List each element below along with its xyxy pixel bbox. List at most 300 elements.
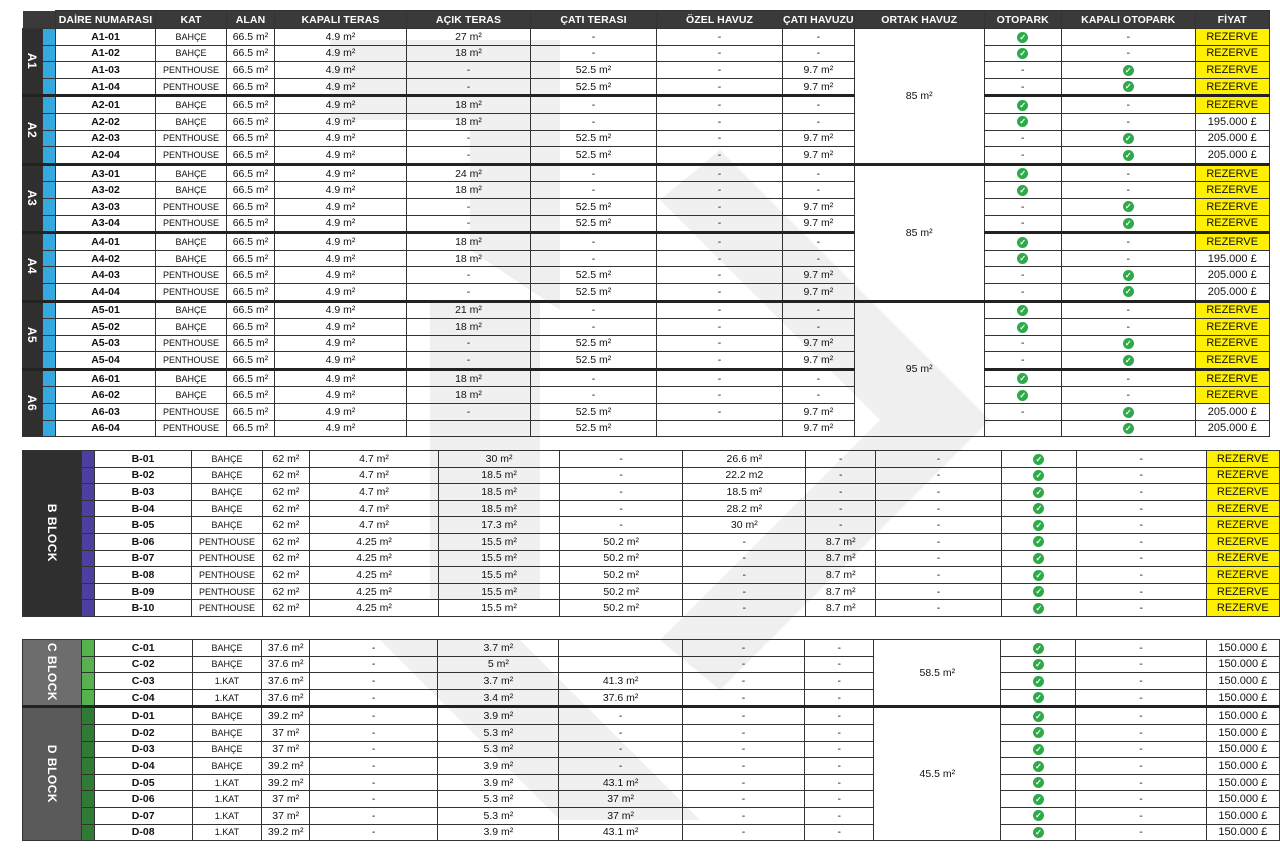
parking-cell xyxy=(1001,741,1076,758)
value-cell: 8.7 m² xyxy=(806,533,876,550)
check-circle-icon: ✓ xyxy=(1123,270,1134,281)
color-strip xyxy=(82,550,95,567)
check-circle-icon: ✓ xyxy=(1017,253,1028,264)
check-circle-icon: ✓ xyxy=(1123,133,1134,144)
value-cell: - xyxy=(560,451,683,468)
shared-pool-cell: 45.5 m² xyxy=(874,707,1001,841)
unit-number: B-08 xyxy=(94,567,192,584)
check-circle-icon: ✓ xyxy=(1033,827,1044,838)
check-circle-icon: ✓ xyxy=(1033,603,1044,614)
value-cell: - xyxy=(682,824,804,841)
unit-number: C-02 xyxy=(94,656,192,673)
color-strip xyxy=(43,198,56,215)
color-strip xyxy=(43,352,56,370)
value-cell: 66.5 m² xyxy=(227,283,275,301)
color-strip xyxy=(82,807,95,824)
unit-number: D-04 xyxy=(94,758,192,775)
value-cell: 9.7 m² xyxy=(783,147,855,165)
check-circle-icon: ✓ xyxy=(1017,305,1028,316)
value-cell: - xyxy=(683,550,806,567)
unit-number: A3-03 xyxy=(56,198,156,215)
unit-number: A6-04 xyxy=(56,420,156,437)
table-row xyxy=(23,500,1280,517)
value-cell: - xyxy=(783,113,855,130)
table-row xyxy=(23,387,1270,404)
value-cell: - xyxy=(531,182,657,199)
value-cell: 52.5 m² xyxy=(531,352,657,370)
price-cell: REZERVE xyxy=(1195,182,1269,199)
value-cell: 66.5 m² xyxy=(227,233,275,251)
covered-parking-cell xyxy=(1061,147,1195,165)
floor-type: PENTHOUSE xyxy=(156,267,227,284)
price-cell: REZERVE xyxy=(1206,533,1279,550)
value-cell: 66.5 m² xyxy=(227,420,275,437)
value-cell: 37.6 m² xyxy=(262,656,310,673)
covered-parking-cell: - xyxy=(1076,824,1206,841)
value-cell: 18 m² xyxy=(407,233,531,251)
value-cell: - xyxy=(310,689,438,707)
color-strip xyxy=(43,250,56,267)
table-row xyxy=(23,533,1280,550)
check-circle-icon: ✓ xyxy=(1123,286,1134,297)
floor-type: 1.KAT xyxy=(192,673,262,690)
covered-parking-cell xyxy=(1061,78,1195,96)
value-cell: 37 m² xyxy=(262,724,310,741)
value-cell: 4.25 m² xyxy=(310,533,439,550)
value-cell: - xyxy=(657,301,783,319)
floor-type: PENTHOUSE xyxy=(156,130,227,147)
value-cell: - xyxy=(783,233,855,251)
check-circle-icon: ✓ xyxy=(1017,32,1028,43)
covered-parking-cell xyxy=(1061,283,1195,301)
floor-type: PENTHOUSE xyxy=(156,147,227,165)
unit-number: B-07 xyxy=(94,550,192,567)
value-cell: 50.2 m² xyxy=(560,583,683,600)
column-header: DAİRE NUMARASI xyxy=(56,11,156,29)
value-cell: - xyxy=(682,673,804,690)
parking-cell xyxy=(984,29,1061,46)
value-cell: 4.9 m² xyxy=(275,369,407,387)
value-cell: - xyxy=(805,741,874,758)
covered-parking-cell: - xyxy=(1076,567,1206,584)
value-cell: - xyxy=(407,335,531,352)
table-row xyxy=(23,583,1280,600)
value-cell: 28.2 m² xyxy=(683,500,806,517)
check-circle-icon: ✓ xyxy=(1123,355,1134,366)
covered-parking-cell: - xyxy=(1061,45,1195,62)
value-cell: - xyxy=(783,319,855,336)
block-label-text: A1 xyxy=(25,53,40,70)
value-cell: - xyxy=(806,451,876,468)
value-cell: 37.6 m² xyxy=(262,689,310,707)
covered-parking-cell: - xyxy=(1061,29,1195,46)
value-cell: 66.5 m² xyxy=(227,62,275,79)
check-circle-icon: ✓ xyxy=(1123,423,1134,434)
parking-cell xyxy=(984,319,1061,336)
value-cell: - xyxy=(805,791,874,808)
value-cell: - xyxy=(783,29,855,46)
value-cell: 4.9 m² xyxy=(275,387,407,404)
value-cell: - xyxy=(559,707,682,725)
color-strip xyxy=(43,335,56,352)
value-cell: 39.2 m² xyxy=(262,707,310,725)
price-cell: REZERVE xyxy=(1206,451,1279,468)
color-strip xyxy=(43,283,56,301)
value-cell: 22.2 m2 xyxy=(683,467,806,484)
value-cell: 66.5 m² xyxy=(227,319,275,336)
floor-type: BAHÇE xyxy=(156,164,227,182)
block-label-text: A3 xyxy=(25,189,40,207)
value-cell: - xyxy=(657,113,783,130)
covered-parking-cell: - xyxy=(1076,600,1206,617)
covered-parking-cell: - xyxy=(1076,807,1206,824)
value-cell: - xyxy=(407,147,531,165)
price-cell: 205.000 £ xyxy=(1195,130,1269,147)
color-strip xyxy=(82,567,95,584)
parking-cell xyxy=(1001,550,1076,567)
column-header: AÇIK TERAS xyxy=(407,11,531,29)
covered-parking-cell: - xyxy=(1076,707,1206,725)
check-circle-icon: ✓ xyxy=(1017,116,1028,127)
value-cell: 66.5 m² xyxy=(227,164,275,182)
table-row xyxy=(23,741,1280,758)
unit-number: A1-01 xyxy=(56,29,156,46)
value-cell: 37 m² xyxy=(262,807,310,824)
value-cell: - xyxy=(657,198,783,215)
block-label xyxy=(23,369,43,436)
value-cell: - xyxy=(657,45,783,62)
value-cell: - xyxy=(806,484,876,501)
color-strip xyxy=(82,689,95,707)
value-cell: 18 m² xyxy=(407,96,531,114)
value-cell: 52.5 m² xyxy=(531,78,657,96)
value-cell: 4.9 m² xyxy=(275,233,407,251)
floor-type: PENTHOUSE xyxy=(156,283,227,301)
table-row xyxy=(23,369,1270,387)
covered-parking-cell xyxy=(1061,335,1195,352)
parking-cell: - xyxy=(984,130,1061,147)
unit-number: C-04 xyxy=(94,689,192,707)
value-cell: - xyxy=(310,724,438,741)
value-cell: - xyxy=(683,600,806,617)
value-cell: - xyxy=(682,807,804,824)
value-cell: 4.9 m² xyxy=(275,29,407,46)
color-strip xyxy=(82,707,95,725)
table-row xyxy=(23,182,1270,199)
parking-cell xyxy=(984,420,1061,437)
value-cell: - xyxy=(805,807,874,824)
value-cell: - xyxy=(310,707,438,725)
check-circle-icon: ✓ xyxy=(1033,520,1044,531)
block-label-text: D BLOCK xyxy=(45,744,60,803)
value-cell: 8.7 m² xyxy=(806,550,876,567)
table-row xyxy=(23,550,1280,567)
price-cell: REZERVE xyxy=(1206,517,1279,534)
value-cell: - xyxy=(657,215,783,233)
value-cell: 39.2 m² xyxy=(262,824,310,841)
value-cell: - xyxy=(657,78,783,96)
value-cell: - xyxy=(783,182,855,199)
floor-type: BAHÇE xyxy=(156,301,227,319)
shared-pool-cell: 58.5 m² xyxy=(874,640,1001,707)
value-cell: 4.7 m² xyxy=(310,500,439,517)
value-cell: - xyxy=(805,774,874,791)
value-cell: - xyxy=(310,673,438,690)
value-cell: - xyxy=(805,673,874,690)
value-cell: 50.2 m² xyxy=(560,600,683,617)
price-cell: 150.000 £ xyxy=(1206,724,1279,741)
check-circle-icon: ✓ xyxy=(1033,810,1044,821)
unit-number: A3-04 xyxy=(56,215,156,233)
unit-number: A2-03 xyxy=(56,130,156,147)
value-cell: - xyxy=(560,467,683,484)
table-row xyxy=(23,420,1270,437)
color-strip xyxy=(82,533,95,550)
check-circle-icon: ✓ xyxy=(1033,643,1044,654)
covered-parking-cell: - xyxy=(1061,233,1195,251)
value-cell: 62 m² xyxy=(262,567,309,584)
value-cell: 9.7 m² xyxy=(783,267,855,284)
unit-number: D-07 xyxy=(94,807,192,824)
color-strip xyxy=(43,420,56,437)
value-cell: - xyxy=(876,567,1002,584)
covered-parking-cell xyxy=(1061,352,1195,370)
value-cell: 52.5 m² xyxy=(531,404,657,421)
color-strip xyxy=(43,182,56,199)
value-cell: - xyxy=(407,215,531,233)
floor-type: BAHÇE xyxy=(156,233,227,251)
value-cell: 4.25 m² xyxy=(310,600,439,617)
value-cell: 50.2 m² xyxy=(560,550,683,567)
color-strip xyxy=(43,164,56,182)
value-cell: 18 m² xyxy=(407,113,531,130)
color-strip xyxy=(82,500,95,517)
price-cell: REZERVE xyxy=(1195,335,1269,352)
check-circle-icon: ✓ xyxy=(1123,218,1134,229)
value-cell: 9.7 m² xyxy=(783,62,855,79)
value-cell: - xyxy=(682,774,804,791)
price-cell: 150.000 £ xyxy=(1206,673,1279,690)
check-circle-icon: ✓ xyxy=(1033,676,1044,687)
value-cell: 43.1 m² xyxy=(559,774,682,791)
value-cell: 18 m² xyxy=(407,369,531,387)
value-cell: 66.5 m² xyxy=(227,215,275,233)
price-cell: 150.000 £ xyxy=(1206,707,1279,725)
covered-parking-cell: - xyxy=(1076,689,1206,707)
unit-number: C-03 xyxy=(94,673,192,690)
unit-number: B-05 xyxy=(94,517,192,534)
covered-parking-cell: - xyxy=(1076,774,1206,791)
value-cell xyxy=(559,640,682,657)
color-strip xyxy=(82,741,95,758)
value-cell: - xyxy=(531,96,657,114)
value-cell: 15.5 m² xyxy=(439,567,560,584)
value-cell: 18 m² xyxy=(407,45,531,62)
value-cell: - xyxy=(310,774,438,791)
value-cell: 62 m² xyxy=(262,517,309,534)
unit-number: A4-04 xyxy=(56,283,156,301)
value-cell: - xyxy=(310,741,438,758)
unit-number: A5-03 xyxy=(56,335,156,352)
parking-cell xyxy=(984,233,1061,251)
covered-parking-cell: - xyxy=(1061,164,1195,182)
value-cell: - xyxy=(531,301,657,319)
value-cell: - xyxy=(407,283,531,301)
price-cell: REZERVE xyxy=(1195,62,1269,79)
value-cell: 41.3 m² xyxy=(559,673,682,690)
floor-type: BAHÇE xyxy=(156,319,227,336)
covered-parking-cell: - xyxy=(1076,758,1206,775)
parking-cell xyxy=(984,250,1061,267)
check-circle-icon: ✓ xyxy=(1033,586,1044,597)
floor-type: BAHÇE xyxy=(156,182,227,199)
value-cell: 4.9 m² xyxy=(275,267,407,284)
table-row xyxy=(23,29,1270,46)
floor-type: BAHÇE xyxy=(156,45,227,62)
floor-type: PENTHOUSE xyxy=(156,352,227,370)
unit-number: A2-04 xyxy=(56,147,156,165)
value-cell: - xyxy=(805,758,874,775)
value-cell: - xyxy=(657,182,783,199)
value-cell: - xyxy=(876,600,1002,617)
color-strip xyxy=(43,62,56,79)
floor-type: BAHÇE xyxy=(156,96,227,114)
value-cell: 3.9 m² xyxy=(438,774,559,791)
column-header: KAPALI OTOPARK xyxy=(1061,11,1195,29)
unit-number: D-06 xyxy=(94,791,192,808)
check-circle-icon: ✓ xyxy=(1033,692,1044,703)
covered-parking-cell xyxy=(1061,215,1195,233)
block-label xyxy=(23,707,82,841)
unit-number: A1-03 xyxy=(56,62,156,79)
check-circle-icon: ✓ xyxy=(1123,407,1134,418)
unit-number: B-06 xyxy=(94,533,192,550)
value-cell: 5.3 m² xyxy=(438,741,559,758)
unit-number: D-03 xyxy=(94,741,192,758)
parking-cell xyxy=(1001,583,1076,600)
value-cell: 18 m² xyxy=(407,182,531,199)
value-cell: - xyxy=(805,640,874,657)
value-cell: 4.9 m² xyxy=(275,420,407,437)
check-circle-icon: ✓ xyxy=(1017,390,1028,401)
parking-cell xyxy=(1001,673,1076,690)
table-header-row xyxy=(23,11,1270,29)
value-cell: - xyxy=(876,467,1002,484)
price-cell: 150.000 £ xyxy=(1206,791,1279,808)
value-cell: 8.7 m² xyxy=(806,583,876,600)
value-cell: - xyxy=(310,791,438,808)
unit-number: B-10 xyxy=(94,600,192,617)
value-cell: - xyxy=(783,301,855,319)
value-cell: - xyxy=(657,404,783,421)
parking-cell xyxy=(1001,791,1076,808)
parking-cell xyxy=(1001,451,1076,468)
block-label-text: B BLOCK xyxy=(45,503,60,563)
value-cell: 4.9 m² xyxy=(275,113,407,130)
covered-parking-cell: - xyxy=(1076,517,1206,534)
value-cell: 4.9 m² xyxy=(275,78,407,96)
price-cell: 150.000 £ xyxy=(1206,640,1279,657)
covered-parking-cell: - xyxy=(1076,467,1206,484)
value-cell: 15.5 m² xyxy=(439,600,560,617)
price-cell: REZERVE xyxy=(1195,319,1269,336)
value-cell: - xyxy=(310,758,438,775)
value-cell: - xyxy=(531,233,657,251)
color-strip xyxy=(82,451,95,468)
block-label-text: C BLOCK xyxy=(45,643,60,702)
value-cell: - xyxy=(657,62,783,79)
parking-cell xyxy=(984,45,1061,62)
value-cell: - xyxy=(560,517,683,534)
parking-cell xyxy=(1001,500,1076,517)
value-cell: 15.5 m² xyxy=(439,550,560,567)
value-cell: - xyxy=(682,724,804,741)
price-cell: REZERVE xyxy=(1206,600,1279,617)
parking-cell: - xyxy=(984,198,1061,215)
cd-block-table xyxy=(22,639,1280,841)
price-cell: 150.000 £ xyxy=(1206,656,1279,673)
value-cell: 18 m² xyxy=(407,250,531,267)
value-cell: 4.9 m² xyxy=(275,62,407,79)
value-cell: - xyxy=(876,550,1002,567)
unit-number: A5-04 xyxy=(56,352,156,370)
table-row xyxy=(23,567,1280,584)
value-cell: - xyxy=(310,807,438,824)
price-cell: 205.000 £ xyxy=(1195,404,1269,421)
covered-parking-cell xyxy=(1061,130,1195,147)
price-cell: 150.000 £ xyxy=(1206,758,1279,775)
parking-cell xyxy=(984,113,1061,130)
value-cell: 62 m² xyxy=(262,533,309,550)
value-cell: - xyxy=(407,130,531,147)
value-cell: - xyxy=(783,387,855,404)
parking-cell xyxy=(984,96,1061,114)
value-cell: - xyxy=(806,517,876,534)
value-cell: 3.9 m² xyxy=(438,707,559,725)
price-cell: REZERVE xyxy=(1195,352,1269,370)
value-cell: 39.2 m² xyxy=(262,758,310,775)
value-cell: - xyxy=(683,567,806,584)
value-cell: 66.5 m² xyxy=(227,387,275,404)
value-cell: 4.9 m² xyxy=(275,198,407,215)
value-cell: 4.7 m² xyxy=(310,467,439,484)
unit-number: A6-02 xyxy=(56,387,156,404)
value-cell: - xyxy=(783,164,855,182)
value-cell: - xyxy=(783,96,855,114)
color-strip xyxy=(43,301,56,319)
floor-type: BAHÇE xyxy=(192,467,263,484)
check-circle-icon: ✓ xyxy=(1033,487,1044,498)
floor-type: BAHÇE xyxy=(156,113,227,130)
value-cell: 52.5 m² xyxy=(531,147,657,165)
color-strip xyxy=(43,233,56,251)
value-cell: 4.9 m² xyxy=(275,250,407,267)
table-row xyxy=(23,113,1270,130)
value-cell: 4.9 m² xyxy=(275,319,407,336)
value-cell: 52.5 m² xyxy=(531,130,657,147)
price-cell: REZERVE xyxy=(1206,467,1279,484)
color-strip xyxy=(82,724,95,741)
value-cell: - xyxy=(876,451,1002,468)
value-cell: 52.5 m² xyxy=(531,62,657,79)
unit-number: A6-01 xyxy=(56,369,156,387)
check-circle-icon: ✓ xyxy=(1123,150,1134,161)
unit-number: A2-02 xyxy=(56,113,156,130)
value-cell: - xyxy=(806,467,876,484)
value-cell: 3.7 m² xyxy=(438,673,559,690)
table-row xyxy=(23,517,1280,534)
floor-type: BAHÇE xyxy=(156,250,227,267)
